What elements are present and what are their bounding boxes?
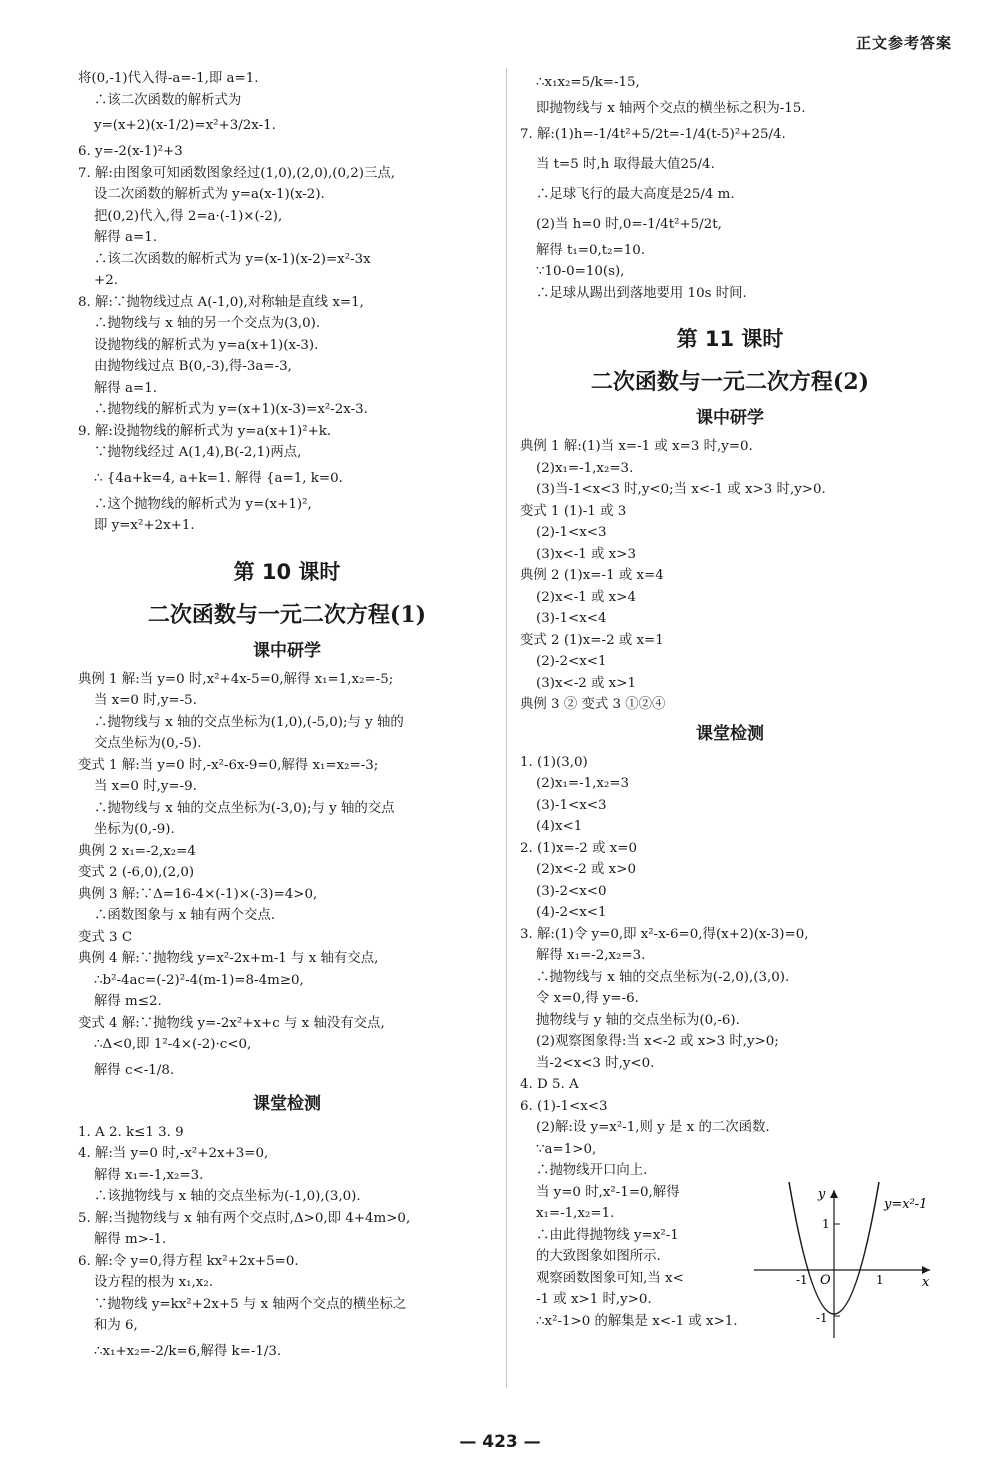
answer-line: 7. 解:由图象可知函数图象经过(1,0),(2,0),(0,2)三点, bbox=[78, 165, 396, 181]
parabola-graph bbox=[748, 1182, 938, 1342]
answer-line: ∴x₁+x₂=-2/k=6,解得 k=-1/3. bbox=[94, 1343, 282, 1359]
answer-line: 4. D 5. A bbox=[520, 1077, 579, 1092]
answer-line: (3)-1<x<4 bbox=[536, 611, 607, 626]
right-block-1 bbox=[520, 68, 940, 304]
answer-line: ∴抛物线与 x 轴的交点坐标为(-2,0),(3,0). bbox=[536, 969, 790, 985]
answer-line: ∴抛物线与 x 轴的交点坐标为(-3,0);与 y 轴的交点 bbox=[94, 800, 395, 816]
answer-line: ∵a=1>0, bbox=[536, 1141, 597, 1157]
answer-line: (3)x<-2 或 x>1 bbox=[536, 675, 636, 691]
right-column bbox=[520, 68, 940, 1332]
answer-line: 解得 a=1. bbox=[94, 380, 158, 396]
answer-line: 典例 3 解:∵Δ=16-4×(-1)×(-3)=4>0, bbox=[78, 886, 318, 902]
answer-line: (4)x<1 bbox=[536, 819, 583, 834]
answer-line: ∴ {4a+k=4, a+k=1. 解得 {a=1, k=0. bbox=[94, 470, 343, 486]
topic-title: 二次函数与一元二次方程(2) bbox=[590, 369, 870, 395]
answer-line: (2)当 h=0 时,0=-1/4t²+5/2t, bbox=[536, 216, 722, 232]
answer-line: 1. A 2. k≤1 3. 9 bbox=[78, 1124, 184, 1140]
answer-line: (2)解:设 y=x²-1,则 y 是 x 的二次函数. bbox=[536, 1120, 770, 1135]
answer-line: 解得 a=1. bbox=[94, 230, 158, 245]
answer-line: 当 x=0 时,y=-5. bbox=[94, 693, 197, 708]
answer-line: 解得 m>-1. bbox=[94, 1232, 167, 1247]
origin-label: O bbox=[820, 1273, 831, 1288]
answer-line: 解得 x₁=-2,x₂=3. bbox=[536, 948, 646, 963]
answer-line: 变式 1 解:当 y=0 时,-x²-6x-9=0,解得 x₁=x₂=-3; bbox=[78, 757, 379, 773]
answer-line: ∴x²-1>0 的解集是 x<-1 或 x>1. bbox=[536, 1313, 738, 1329]
answer-line: 1. (1)(3,0) bbox=[520, 754, 588, 770]
answer-line: ∴该抛物线与 x 轴的交点坐标为(-1,0),(3,0). bbox=[94, 1189, 361, 1204]
answer-line: 3. 解:(1)令 y=0,即 x²-x-6=0,得(x+2)(x-3)=0, bbox=[520, 926, 809, 942]
answer-line: 当 t=5 时,h 取得最大值25/4. bbox=[536, 156, 715, 172]
answer-line: 典例 2 x₁=-2,x₂=4 bbox=[78, 843, 196, 859]
answer-line: ∴抛物线与 x 轴的另一个交点为(3,0). bbox=[94, 316, 321, 331]
answer-line: ∵10-0=10(s), bbox=[536, 264, 625, 279]
x-tick-label-neg1: -1 bbox=[796, 1273, 808, 1287]
y-tick-label-neg1: -1 bbox=[816, 1311, 828, 1325]
answer-line: 把(0,2)代入,得 2=a·(-1)×(-2), bbox=[94, 208, 283, 224]
answer-line: 典例 1 解:(1)当 x=-1 或 x=3 时,y=0. bbox=[520, 439, 753, 454]
answer-line: 当 x=0 时,y=-9. bbox=[94, 779, 197, 794]
left-block-1 bbox=[78, 68, 496, 537]
answer-line: ∴抛物线与 x 轴的交点坐标为(1,0),(-5,0);与 y 轴的 bbox=[94, 714, 404, 730]
answer-line: 5. 解:当抛物线与 x 轴有两个交点时,Δ>0,即 4+4m>0, bbox=[78, 1210, 411, 1226]
answer-line: 变式 2 (-6,0),(2,0) bbox=[78, 865, 195, 880]
answer-line: ∴函数图象与 x 轴有两个交点. bbox=[94, 908, 276, 923]
topic-title: 二次函数与一元二次方程(1) bbox=[147, 601, 427, 628]
answer-line: (2)x₁=-1,x₂=3 bbox=[536, 776, 630, 791]
x-axis-label: x bbox=[922, 1275, 930, 1290]
answer-line: 9. 解:设抛物线的解析式为 y=a(x+1)²+k. bbox=[78, 423, 332, 439]
lesson-title: 第 10 课时 bbox=[233, 559, 341, 584]
answer-line: ∴抛物线的解析式为 y=(x+1)(x-3)=x²-2x-3. bbox=[94, 402, 368, 417]
answer-line: 2. (1)x=-2 或 x=0 bbox=[520, 840, 638, 856]
answer-line: 解得 m≤2. bbox=[94, 994, 162, 1009]
section-title: 课堂检测 bbox=[696, 723, 764, 744]
answer-line: (3)-1<x<3 bbox=[536, 797, 607, 813]
left-block-2 bbox=[78, 669, 496, 1086]
answer-line: (4)-2<x<1 bbox=[536, 905, 607, 920]
answer-line: 典例 2 (1)x=-1 或 x=4 bbox=[520, 568, 664, 583]
answer-line: 解得 c<-1/8. bbox=[94, 1062, 175, 1078]
answer-line: ∴足球从踢出到落地要用 10s 时间. bbox=[536, 285, 747, 301]
answer-line: 解得 t₁=0,t₂=10. bbox=[536, 242, 646, 258]
answer-line: (2)x<-2 或 x>0 bbox=[536, 862, 636, 877]
y-tick-label-1: 1 bbox=[822, 1217, 830, 1231]
answer-line: 变式 3 C bbox=[78, 929, 133, 945]
answer-line: ∴足球飞行的最大高度是25/4 m. bbox=[536, 186, 735, 202]
answer-line: 变式 4 解:∵抛物线 y=-2x²+x+c 与 x 轴没有交点, bbox=[78, 1015, 385, 1031]
answer-line: 的大致图象如图所示. bbox=[536, 1249, 661, 1264]
left-column bbox=[78, 68, 496, 1367]
left-block-3 bbox=[78, 1122, 496, 1367]
answer-line: (3)-2<x<0 bbox=[536, 883, 607, 899]
answer-line: 由抛物线过点 B(0,-3),得-3a=-3, bbox=[94, 359, 292, 374]
y-axis-arrow bbox=[830, 1190, 838, 1198]
answer-line: 典例 4 解:∵抛物线 y=x²-2x+m-1 与 x 轴有交点, bbox=[78, 951, 379, 966]
answer-line: (2)-2<x<1 bbox=[536, 654, 607, 669]
answer-line: 变式 2 (1)x=-2 或 x=1 bbox=[520, 632, 664, 648]
answer-line: x₁=-1,x₂=1. bbox=[536, 1206, 615, 1221]
answer-line: (3)x<-1 或 x>3 bbox=[536, 546, 636, 562]
answer-line: 当-2<x<3 时,y<0. bbox=[536, 1055, 655, 1071]
answer-line: 当 y=0 时,x²-1=0,解得 bbox=[536, 1184, 680, 1200]
answer-line: 交点坐标为(0,-5). bbox=[94, 736, 202, 751]
answer-line: 6. y=-2(x-1)²+3 bbox=[78, 144, 183, 159]
column-divider bbox=[506, 68, 507, 1388]
page-number: — 423 — bbox=[459, 1432, 541, 1452]
answer-line: (2)-1<x<3 bbox=[536, 525, 607, 540]
answer-line: ∴抛物线开口向上. bbox=[536, 1163, 648, 1178]
answer-line: 典例 1 解:当 y=0 时,x²+4x-5=0,解得 x₁=1,x₂=-5; bbox=[78, 671, 394, 687]
answer-line: 设二次函数的解析式为 y=a(x-1)(x-2). bbox=[94, 187, 325, 202]
section-title: 课中研学 bbox=[253, 640, 321, 661]
answer-line: 坐标为(0,-9). bbox=[94, 822, 175, 837]
answer-line: -1 或 x>1 时,y>0. bbox=[536, 1292, 652, 1307]
right-block-2 bbox=[520, 436, 940, 716]
answer-line: 解得 x₁=-1,x₂=3. bbox=[94, 1167, 204, 1183]
answer-line: ∴这个抛物线的解析式为 y=(x+1)², bbox=[94, 496, 312, 512]
answer-line: 抛物线与 y 轴的交点坐标为(0,-6). bbox=[536, 1012, 740, 1028]
answer-line: (2)x<-1 或 x>4 bbox=[536, 589, 636, 605]
answer-line: (3)当-1<x<3 时,y<0;当 x<-1 或 x>3 时,y>0. bbox=[536, 482, 826, 497]
answer-line: 典例 3 ② 变式 3 ①②④ bbox=[520, 697, 666, 712]
answer-line: 即 y=x²+2x+1. bbox=[94, 518, 195, 533]
answer-line: 令 x=0,得 y=-6. bbox=[536, 991, 639, 1006]
lesson-title: 第 11 课时 bbox=[676, 327, 784, 351]
answer-line: (2)x₁=-1,x₂=3. bbox=[536, 460, 634, 476]
answer-line: ∴该二次函数的解析式为 y=(x-1)(x-2)=x²-3x bbox=[94, 251, 371, 267]
answer-line: 8. 解:∵抛物线过点 A(-1,0),对称轴是直线 x=1, bbox=[78, 294, 364, 310]
answer-line: 将(0,-1)代入得-a=-1,即 a=1. bbox=[78, 71, 259, 86]
header-tag: 正文参考答案 bbox=[855, 34, 952, 52]
answer-line: ∴x₁x₂=5/k=-15, bbox=[536, 75, 640, 90]
answer-line: 和为 6, bbox=[94, 1318, 138, 1333]
answer-line: 6. 解:令 y=0,得方程 kx²+2x+5=0. bbox=[78, 1253, 299, 1269]
answer-line: 6. (1)-1<x<3 bbox=[520, 1098, 608, 1114]
answer-line: 设方程的根为 x₁,x₂. bbox=[94, 1275, 213, 1290]
answer-line: ∴b²-4ac=(-2)²-4(m-1)=8-4m≥0, bbox=[94, 972, 304, 988]
answer-line: 观察函数图象可知,当 x< bbox=[536, 1270, 684, 1286]
answer-line: 7. 解:(1)h=-1/4t²+5/2t=-1/4(t-5)²+25/4. bbox=[520, 126, 786, 142]
curve-label: y=x²-1 bbox=[884, 1197, 928, 1212]
answer-line: 即抛物线与 x 轴两个交点的横坐标之积为-15. bbox=[536, 101, 806, 116]
answer-line: 变式 1 (1)-1 或 3 bbox=[520, 503, 627, 519]
section-title: 课堂检测 bbox=[253, 1093, 321, 1114]
answer-line: (2)观察图象得:当 x<-2 或 x>3 时,y>0; bbox=[536, 1034, 779, 1049]
answer-line: 设抛物线的解析式为 y=a(x+1)(x-3). bbox=[94, 337, 319, 353]
x-axis-arrow bbox=[922, 1266, 930, 1274]
answer-line: ∵抛物线 y=kx²+2x+5 与 x 轴两个交点的横坐标之 bbox=[94, 1296, 407, 1312]
y-axis-label: y bbox=[818, 1187, 826, 1202]
answer-line: ∵抛物线经过 A(1,4),B(-2,1)两点, bbox=[94, 445, 302, 460]
answer-line: ∴由此得抛物线 y=x²-1 bbox=[536, 1227, 679, 1243]
answer-line: ∴该二次函数的解析式为 bbox=[94, 92, 242, 108]
answer-line: 4. 解:当 y=0 时,-x²+2x+3=0, bbox=[78, 1146, 269, 1161]
answer-line: +2. bbox=[94, 273, 118, 288]
answer-line: ∴Δ<0,即 1²-4×(-2)·c<0, bbox=[94, 1037, 252, 1052]
x-tick-label-1: 1 bbox=[876, 1273, 884, 1287]
section-title: 课中研学 bbox=[696, 408, 764, 428]
answer-line: y=(x+2)(x-1/2)=x²+3/2x-1. bbox=[94, 118, 276, 133]
